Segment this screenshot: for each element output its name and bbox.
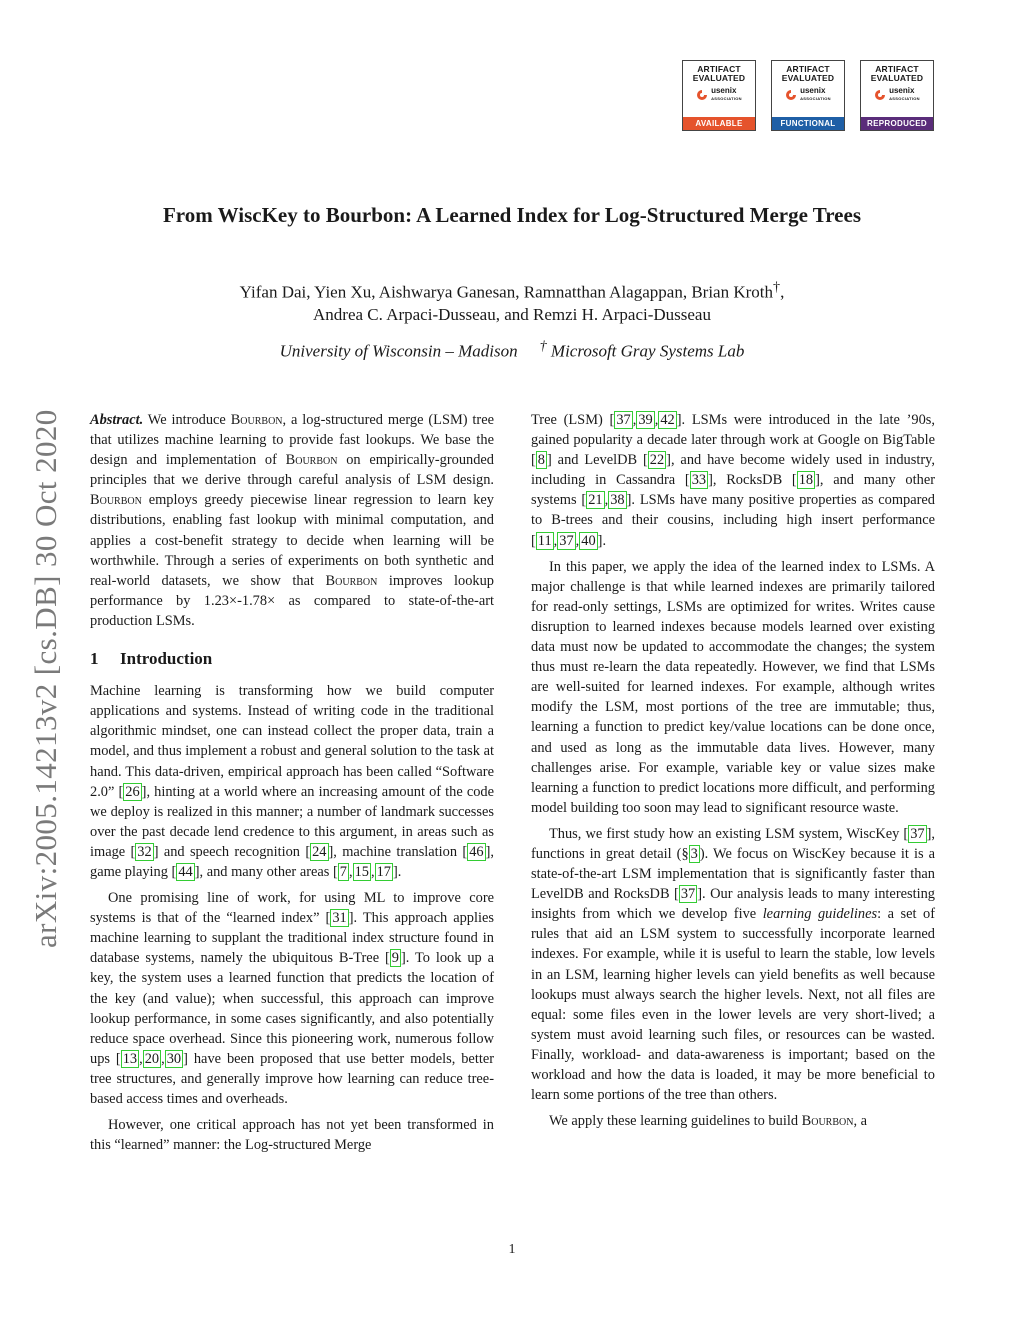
citation-link[interactable]: 15 (354, 863, 369, 880)
intro-paragraph: However, one critical approach has not yet been transformed in this “learned” manner: the Log-structured Merge (90, 1117, 494, 1154)
usenix-logo: usenix ASSOCIATION (772, 87, 844, 103)
body-paragraph: We apply these learning guidelines to build Bourbon, a (549, 1113, 868, 1130)
usenix-logo: usenix ASSOCIATION (683, 87, 755, 103)
author-list: Yifan Dai, Yien Xu, Aishwarya Ganesan, Ramnatthan Alagappan, Brian Kroth†, Andrea C. Arpaci-Dusseau, and Remzi H. Arpaci-Dusseau (239, 279, 785, 324)
arxiv-stamp: arXiv:2005.14213v2 [cs.DB] 30 Oct 2020 (28, 409, 63, 948)
intro-paragraph: One promising line of work, for using ML to improve core systems is that of the “learned index” [ 31 ]. This approach applies machine learning to supplant the traditional index structure found in database systems, namely the ubiquitous B-Tree [ 9 ]. To look up a key, the system uses a learned function that predicts the location of the key (and value); when successful, this approach can improve lookup performance, in some cases significantly, and also potentially reduce space overhead. Since this pioneering work, numerous follow ups [ 13 , 20 , 30 ] have been proposed that use better models, better tree structures, and generally improve how learning can reduce tree-based access times and overheads. (90, 890, 494, 1107)
citation-link[interactable]: 24 (312, 843, 327, 860)
body-paragraph: Tree (LSM) [ 37 , 39 , 42 ]. LSMs were introduced in the late ’90s, gained popularity a decade later through work at Google on BigTable [ 8 ] and LevelDB [ 22 ], and have become widely used in industry, including in Cassandra [ 33 ], RocksDB [ 18 ], and many other systems [ 21 , 38 ]. LSMs have many positive properties as compared to B-trees and their cousins, including high insert performance [ 11 , 37 , 40 ]. (531, 412, 936, 549)
citation-link[interactable]: 22 (649, 452, 665, 469)
badge-functional (771, 60, 845, 131)
badge-status: FUNCTIONAL (772, 117, 844, 130)
citation-link[interactable]: 37 (910, 825, 925, 842)
badge-available (682, 60, 756, 131)
citation-link[interactable]: 20 (144, 1050, 160, 1067)
citation-link[interactable]: 8 (537, 452, 545, 469)
usenix-icon (785, 89, 797, 101)
citation-link[interactable]: 40 (581, 532, 596, 549)
artifact-badges (682, 60, 934, 131)
badge-status: AVAILABLE (683, 117, 755, 130)
citation-link[interactable]: 11 (537, 532, 552, 549)
citation-link[interactable]: 46 (469, 843, 484, 860)
right-column (531, 410, 935, 1137)
citation-link[interactable]: 37 (616, 412, 631, 428)
citation-link[interactable]: 13 (122, 1050, 138, 1067)
citation-link[interactable]: 7 (339, 863, 347, 880)
usenix-icon (874, 89, 886, 101)
left-column (90, 410, 494, 1161)
citation-link[interactable]: 31 (332, 910, 347, 927)
citation-link[interactable]: 18 (798, 472, 814, 489)
body-paragraph: In this paper, we apply the idea of the learned index to LSMs. A major challenge is that while learned indexes are primarily tailored for read-only settings, LSMs are optimized for writes. Writes cause disruption to learned indexes because models learned over existing data must now be updated to accommodate the changes; the system thus must re-learn the data repeatedly. However, we find that LSMs are well-suited for learned indexes. For example, although writes modify the LSM, most portions of the tree are immutable; thus, learning a function to predict key/value locations can be done once, and used as long as the immutable data lives. However, many challenges arise. For example, variable key or value sizes make learning a function to predict locations more difficult, and performing model building too soon may lead to significant resource waste. (531, 558, 935, 816)
citation-link[interactable]: 44 (178, 863, 193, 880)
citation-link[interactable]: 17 (376, 863, 391, 880)
badge-title: ARTIFACT EVALUATED (781, 64, 835, 83)
citation-link[interactable]: 30 (166, 1050, 182, 1067)
body-paragraph: Thus, we first study how an existing LSM system, WiscKey [ 37 ], functions in great detail (§ 3 ). We focus on WiscKey because it is a state-of-the-art LSM implementation that is significantly faster than LevelDB and RocksDB [ 37 ]. Our analysis leads to many interesting insights from which we develop five learning guidelines: a set of rules that aid an LSM system to successfully incorporate learned indexes. For example, while it is useful to learn the stable, low levels in an LSM, learning higher levels can yield benefits as well because lookups must always search the higher levels. Next, not all files are equal: some files even in the lower levels are very short-lived; a system must avoid learning such files, or resources can be wasted. Finally, workload- and data-awareness is important; based on the workload and how the data is loaded, it may be more beneficial to learn some portions of the tree than others. (531, 825, 936, 1104)
citation-link[interactable]: 39 (638, 412, 653, 428)
badge-status: REPRODUCED (861, 117, 933, 130)
usenix-icon (696, 89, 708, 101)
section-heading-introduction: 1 Introduction (90, 649, 213, 669)
usenix-logo: usenix ASSOCIATION (861, 87, 933, 103)
citation-link[interactable]: 37 (680, 886, 696, 903)
intro-paragraph: Machine learning is transforming how we build computer applications and systems. Instead of writing code in the traditional algorithmic mindset, one can instead collect the proper data, train a model, and thus implement a robust and general solution to the task at hand. This data-driven, empirical approach has been called “Software 2.0” [ 26 ], hinting at a world where an increasing amount of the code we deploy is realized in this manner; a number of landmark successes over the past decade lend credence to this argument, in areas such as image [ 32 ] and speech recognition [ 24 ], machine translation [ 46 ], game playing [ 44 ], and many other areas [ 7 , 15 , 17 ]. (90, 683, 494, 880)
citation-link[interactable]: 9 (391, 950, 399, 967)
abstract: Abstract. We introduce Bourbon, a log-structured merge (LSM) tree that utilizes machine learning to provide fast lookups. We base the design and implementation of Bourbon on empirically-grounded principles that we derive through careful analysis of LSM design. Bourbon employs greedy piecewise linear regression to learn key distributions, enabling fast lookup with minimal computation, and applies a cost-benefit strategy to decide when learning will be worthwhile. Through a series of experiments on both synthetic and real-world datasets, we show that Bourbon improves lookup performance by 1.23×-1.78× as compared to state-of-the-art production LSMs. (90, 412, 494, 629)
section-link[interactable]: 3 (690, 845, 698, 862)
citation-link[interactable]: 32 (137, 843, 152, 860)
badge-reproduced (860, 60, 934, 131)
page-number: 1 (508, 1242, 516, 1257)
citation-link[interactable]: 42 (660, 412, 675, 428)
citation-link[interactable]: 21 (588, 492, 603, 509)
badge-title: ARTIFACT EVALUATED (870, 64, 924, 83)
citation-link[interactable]: 33 (691, 472, 707, 489)
badge-title: ARTIFACT EVALUATED (692, 64, 746, 83)
affiliations: University of Wisconsin – Madison † Microsoft Gray Systems Lab (279, 338, 745, 361)
citation-link[interactable]: 37 (559, 532, 574, 549)
paper-title: From WiscKey to Bourbon: A Learned Index for Log-Structured Merge Trees (162, 203, 861, 227)
citation-link[interactable]: 38 (610, 492, 625, 509)
citation-link[interactable]: 26 (125, 783, 140, 800)
